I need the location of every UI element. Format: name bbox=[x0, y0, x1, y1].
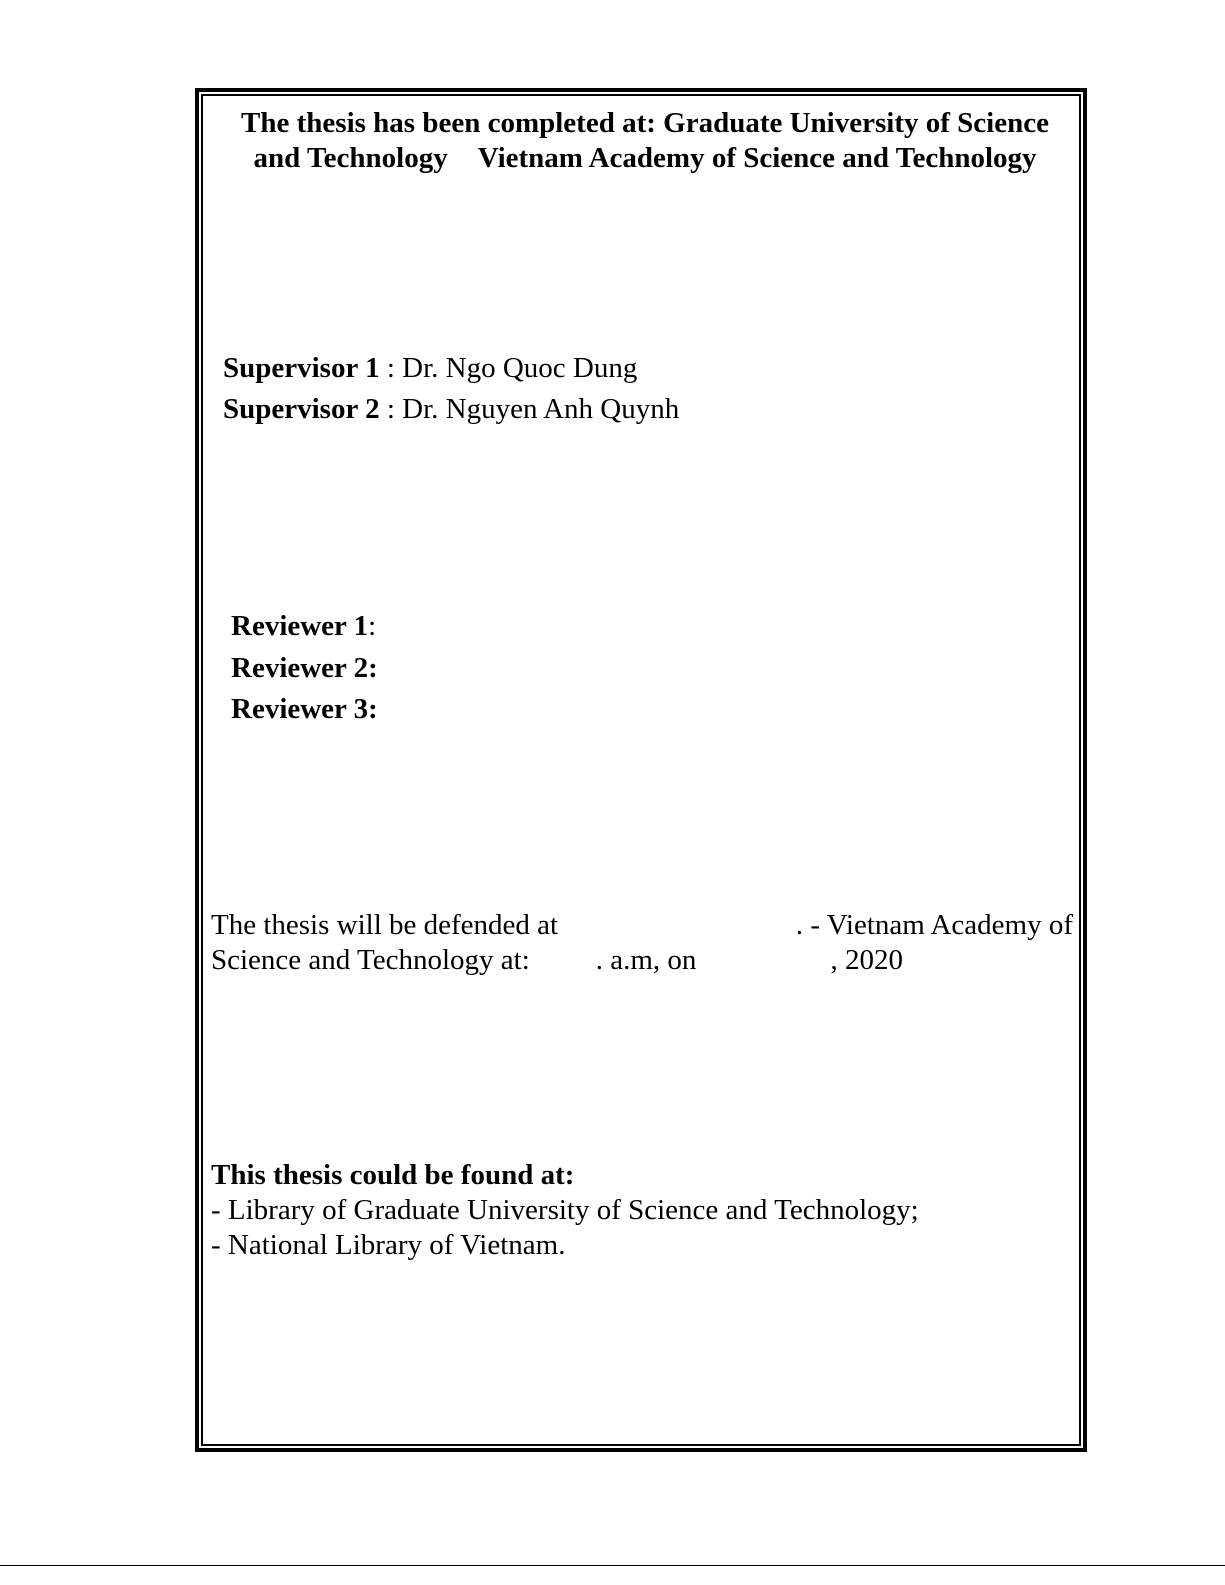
reviewer-1-suffix: : bbox=[368, 610, 377, 642]
defense-line-2 bbox=[211, 943, 1073, 978]
defense-venue-suffix: . - Vietnam Academy of bbox=[795, 909, 1073, 941]
defense-time-suffix: . a.m, on bbox=[595, 944, 697, 976]
supervisor-2-value: : Dr. Nguyen Anh Quynh bbox=[379, 393, 680, 425]
reviewer-3-label: Reviewer 3: bbox=[231, 693, 378, 725]
supervisor-1-label: Supervisor 1 bbox=[223, 352, 380, 384]
defense-year: , 2020 bbox=[830, 944, 903, 976]
defense-statement bbox=[211, 908, 1073, 978]
availability-heading: This thesis could be found at: bbox=[211, 1159, 575, 1191]
reviewer-2-label: Reviewer 2: bbox=[231, 652, 378, 684]
defense-venue-prefix: The thesis will be defended at bbox=[211, 909, 559, 941]
completion-statement bbox=[225, 106, 1065, 176]
reviewer-1 bbox=[231, 609, 376, 644]
supervisor-1 bbox=[223, 351, 637, 386]
defense-line-1 bbox=[211, 908, 1073, 943]
page-border-inner bbox=[201, 94, 1081, 1446]
supervisor-1-value: : Dr. Ngo Quoc Dung bbox=[379, 352, 638, 384]
reviewer-1-label: Reviewer 1 bbox=[231, 610, 369, 642]
completion-line-2b: Vietnam Academy of Science and Technology bbox=[477, 142, 1037, 174]
defense-time-prefix: Science and Technology at: bbox=[211, 944, 530, 976]
availability-item-1: - Library of Graduate University of Science and Technology; bbox=[211, 1194, 919, 1226]
supervisor-2 bbox=[223, 392, 679, 427]
page-bottom-divider bbox=[0, 1565, 1225, 1566]
completion-line-1: The thesis has been completed at: Graduate University of Science bbox=[241, 107, 1049, 139]
supervisor-2-label: Supervisor 2 bbox=[223, 393, 380, 425]
availability-item-2: - National Library of Vietnam. bbox=[211, 1229, 566, 1261]
page-border bbox=[195, 88, 1087, 1452]
completion-line-2 bbox=[225, 141, 1065, 176]
reviewer-3 bbox=[231, 692, 378, 727]
reviewer-2 bbox=[231, 651, 378, 686]
completion-line-2a: and Technology bbox=[253, 142, 448, 174]
